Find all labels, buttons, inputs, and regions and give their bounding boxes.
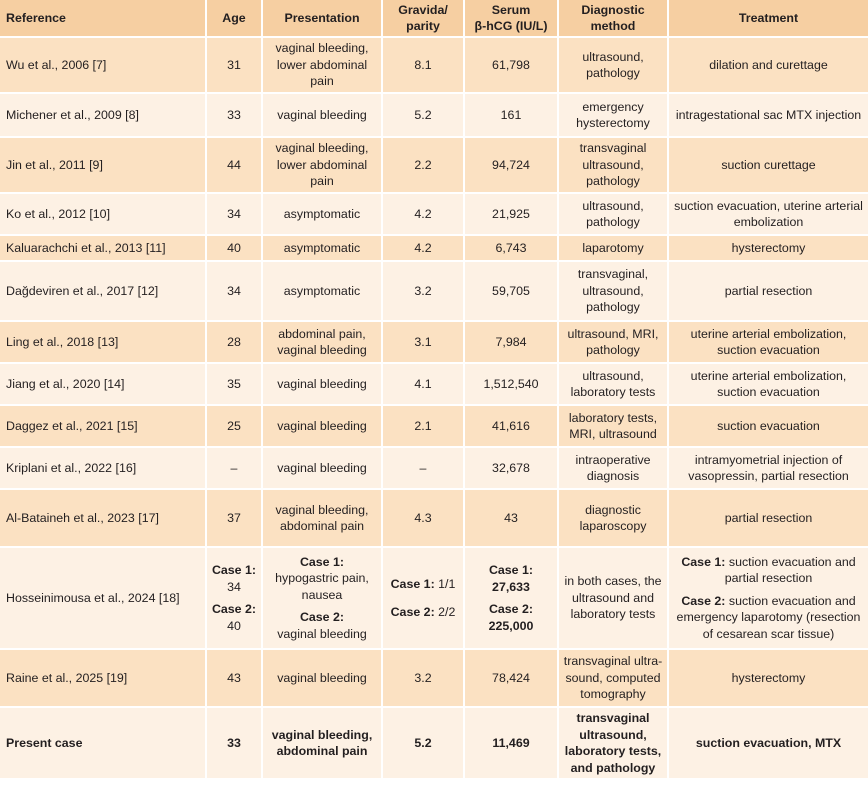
- cell-reference: Ling et al., 2018 [13]: [0, 322, 205, 364]
- cell-age: 33: [205, 94, 261, 138]
- cell-gravida-parity: 2.2: [381, 138, 463, 194]
- header-diag-line2: method: [590, 19, 636, 33]
- case1-label: Case 1:: [681, 554, 726, 569]
- cell-gravida-parity: 8.1: [381, 38, 463, 94]
- cell-diagnostic-method: in both cases, the ultrasound and laboratory tests: [557, 548, 667, 650]
- case2-label: Case 2:: [488, 602, 534, 616]
- cell-serum-hcg: 161: [463, 94, 557, 138]
- cell-gravida-parity: 2.1: [381, 406, 463, 448]
- header-hcg-line2: β-hCG (IU/L): [474, 19, 548, 33]
- table-row: [0, 236, 868, 262]
- cell-presentation: vaginal bleeding: [261, 650, 381, 708]
- cell-age: 31: [205, 38, 261, 94]
- case1-hcg: 27,633: [492, 579, 530, 594]
- cell-treatment: hysterectomy: [667, 650, 868, 708]
- cell-gravida-parity: 5.2: [381, 94, 463, 138]
- case1-label: Case 1:: [390, 576, 435, 591]
- cell-diagnostic-method: intraoperative diagnosis: [557, 448, 667, 490]
- cell-serum-hcg: [463, 548, 557, 650]
- cell-diagnostic-method: transvaginal ultrasound, laboratory tests, and pathology: [557, 708, 667, 780]
- case2-age: 40: [227, 618, 241, 633]
- cell-reference: Jin et al., 2011 [9]: [0, 138, 205, 194]
- cell-gravida-parity: 4.2: [381, 236, 463, 262]
- cell-presentation: asymptomatic: [261, 194, 381, 236]
- cell-treatment: suction evacuation, MTX: [667, 708, 868, 780]
- table-row: [0, 364, 868, 406]
- table-row: [0, 650, 868, 708]
- cell-serum-hcg: 11,469: [463, 708, 557, 780]
- table-row: [0, 406, 868, 448]
- header-age: Age: [205, 0, 261, 38]
- case2-label: Case 2:: [390, 605, 435, 619]
- cell-diagnostic-method: laboratory tests, MRI, ultrasound: [557, 406, 667, 448]
- cell-treatment: intramyometrial injection of vasopressin, partial resection: [667, 448, 868, 490]
- cell-presentation: vaginal bleeding: [261, 364, 381, 406]
- cell-presentation: vaginal bleeding, abdominal pain: [261, 490, 381, 548]
- table-row-hosseinimousa: [0, 548, 868, 650]
- cell-age: 33: [205, 708, 261, 780]
- table-row: [0, 322, 868, 364]
- header-row: [0, 0, 868, 38]
- cell-presentation: asymptomatic: [261, 262, 381, 322]
- cell-treatment: uterine arterial embolization, suction evacuation: [667, 364, 868, 406]
- case1-gravida: 1/1: [438, 576, 456, 591]
- cell-reference: Kriplani et al., 2022 [16]: [0, 448, 205, 490]
- cell-reference: Present case: [0, 708, 205, 780]
- cell-serum-hcg: 61,798: [463, 38, 557, 94]
- case1-label: Case 1:: [211, 563, 257, 577]
- cell-presentation: vaginal bleeding: [261, 94, 381, 138]
- cell-treatment: hysterectomy: [667, 236, 868, 262]
- cell-gravida-parity: 4.3: [381, 490, 463, 548]
- cell-serum-hcg: 78,424: [463, 650, 557, 708]
- cell-gravida-parity: 3.1: [381, 322, 463, 364]
- header-presentation: Presentation: [261, 0, 381, 38]
- header-gravida-parity: [381, 0, 463, 38]
- cell-age: 43: [205, 650, 261, 708]
- case2-presentation: vaginal bleeding: [277, 626, 367, 641]
- cell-age: [205, 548, 261, 650]
- cell-gravida-parity: 3.2: [381, 650, 463, 708]
- cell-serum-hcg: 6,743: [463, 236, 557, 262]
- cell-serum-hcg: 7,984: [463, 322, 557, 364]
- cell-diagnostic-method: transvaginal ultra-sound, computed tomography: [557, 650, 667, 708]
- cell-gravida-parity: 4.2: [381, 194, 463, 236]
- case1-label: Case 1:: [299, 554, 345, 569]
- cell-age: 28: [205, 322, 261, 364]
- case2-label: Case 2:: [681, 593, 726, 608]
- table-row: [0, 194, 868, 236]
- cell-age: 34: [205, 194, 261, 236]
- header-diag-line1: Diagnostic: [581, 2, 645, 17]
- cell-presentation: [261, 548, 381, 650]
- cell-presentation: asymptomatic: [261, 236, 381, 262]
- header-hcg-line1: Serum: [491, 2, 531, 17]
- case2-treatment: suction evacuation and emergency laparotomy: [676, 593, 856, 625]
- cell-age: 25: [205, 406, 261, 448]
- cell-reference: Jiang et al., 2020 [14]: [0, 364, 205, 406]
- cell-gravida-parity: 5.2: [381, 708, 463, 780]
- case2-label: Case 2:: [299, 610, 345, 625]
- cell-treatment: dilation and curettage: [667, 38, 868, 94]
- cell-diagnostic-method: ultrasound, laboratory tests: [557, 364, 667, 406]
- cell-treatment: suction evacuation: [667, 406, 868, 448]
- case2-gravida: 2/2: [438, 605, 456, 619]
- cell-age: 44: [205, 138, 261, 194]
- cell-gravida-parity: 3.2: [381, 262, 463, 322]
- cell-serum-hcg: 1,512,540: [463, 364, 557, 406]
- cell-reference: Hosseinimousa et al., 2024 [18]: [0, 548, 205, 650]
- header-treatment: Treatment: [667, 0, 868, 38]
- cell-presentation: vaginal bleeding, abdominal pain: [261, 708, 381, 780]
- cell-diagnostic-method: emergency hysterectomy: [557, 94, 667, 138]
- header-gravida-line2: parity: [406, 19, 440, 33]
- cell-presentation: vaginal bleeding: [261, 406, 381, 448]
- cell-reference: Michener et al., 2009 [8]: [0, 94, 205, 138]
- cell-gravida-parity: –: [381, 448, 463, 490]
- cell-diagnostic-method: transvaginal, ultrasound, pathology: [557, 262, 667, 322]
- case1-label: Case 1:: [488, 563, 534, 577]
- cell-gravida-parity: [381, 548, 463, 650]
- cell-reference: Kaluarachchi et al., 2013 [11]: [0, 236, 205, 262]
- cell-treatment: suction curettage: [667, 138, 868, 194]
- table-row: [0, 94, 868, 138]
- case1-age: 34: [227, 579, 241, 594]
- header-diagnostic-method: [557, 0, 667, 38]
- cell-serum-hcg: 59,705: [463, 262, 557, 322]
- cell-presentation: vaginal bleeding: [261, 448, 381, 490]
- table-row: [0, 262, 868, 322]
- cell-treatment: partial resection: [667, 490, 868, 548]
- cell-diagnostic-method: laparotomy: [557, 236, 667, 262]
- cell-treatment: suction evacuation, uterine arterial embolization: [667, 194, 868, 236]
- case2-hcg: 225,000: [488, 618, 534, 633]
- cell-age: 37: [205, 490, 261, 548]
- cell-reference: Raine et al., 2025 [19]: [0, 650, 205, 708]
- header-serum-hcg: [463, 0, 557, 38]
- cell-treatment: [667, 548, 868, 650]
- cell-reference: Daggez et al., 2021 [15]: [0, 406, 205, 448]
- table-row: [0, 490, 868, 548]
- case1-treatment: suction evacuation and partial resection: [724, 554, 856, 586]
- cell-diagnostic-method: ultrasound, MRI, pathology: [557, 322, 667, 364]
- cell-serum-hcg: 21,925: [463, 194, 557, 236]
- cell-treatment: partial resection: [667, 262, 868, 322]
- cell-reference: Ko et al., 2012 [10]: [0, 194, 205, 236]
- cell-presentation: abdominal pain, vaginal bleeding: [261, 322, 381, 364]
- cell-diagnostic-method: ultrasound, pathology: [557, 194, 667, 236]
- table-row: [0, 38, 868, 94]
- cell-reference: Dağdeviren et al., 2017 [12]: [0, 262, 205, 322]
- cell-age: 35: [205, 364, 261, 406]
- header-gravida-line1: Gravida/: [398, 2, 448, 17]
- cell-age: 34: [205, 262, 261, 322]
- table-row-present-case: [0, 708, 868, 780]
- case1-presentation: hypogastric pain, nausea: [275, 571, 369, 602]
- cell-reference: Wu et al., 2006 [7]: [0, 38, 205, 94]
- cell-diagnostic-method: transvaginal ultrasound, pathology: [557, 138, 667, 194]
- cell-presentation: vaginal bleeding, lower abdominal pain: [261, 38, 381, 94]
- cell-serum-hcg: 43: [463, 490, 557, 548]
- table-row: [0, 448, 868, 490]
- cell-serum-hcg: 41,616: [463, 406, 557, 448]
- cell-age: 40: [205, 236, 261, 262]
- case2-treatment-note: (resection of cesarean scar tissue): [702, 610, 861, 641]
- table-row: [0, 138, 868, 194]
- case2-label: Case 2:: [211, 602, 257, 616]
- cell-age: –: [205, 448, 261, 490]
- cell-reference: Al-Bataineh et al., 2023 [17]: [0, 490, 205, 548]
- cell-gravida-parity: 4.1: [381, 364, 463, 406]
- cell-serum-hcg: 32,678: [463, 448, 557, 490]
- cell-treatment: intragestational sac MTX injection: [667, 94, 868, 138]
- cell-presentation: vaginal bleeding, lower abdominal pain: [261, 138, 381, 194]
- cell-diagnostic-method: diagnostic laparoscopy: [557, 490, 667, 548]
- cell-diagnostic-method: ultrasound, pathology: [557, 38, 667, 94]
- cell-serum-hcg: 94,724: [463, 138, 557, 194]
- cell-treatment: uterine arterial embolization, suction evacuation: [667, 322, 868, 364]
- header-reference: Reference: [0, 0, 205, 38]
